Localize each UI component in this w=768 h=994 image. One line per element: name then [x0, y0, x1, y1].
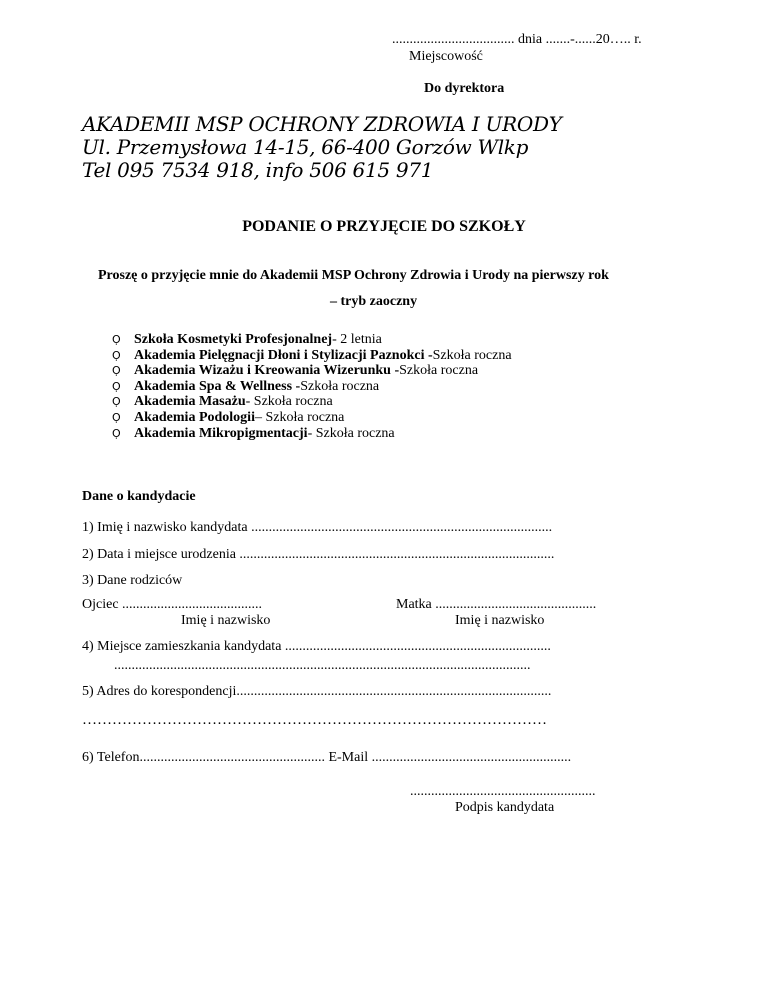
program-detail: - Szkoła roczna — [307, 425, 395, 441]
program-name: Akademia Masażu — [134, 394, 246, 410]
request-mode: – tryb zaoczny — [330, 294, 418, 309]
list-item[interactable] — [112, 379, 512, 395]
father-field[interactable]: Ojciec ........................................ — [82, 597, 263, 612]
residence-field-continuation[interactable]: ....................................................................................................................... — [114, 658, 531, 673]
list-item[interactable] — [112, 363, 512, 379]
program-name: Szkoła Kosmetyki Profesjonalnej — [134, 332, 333, 347]
checkbox-icon[interactable]: Ọ — [112, 410, 121, 424]
place-date-line: ................................... dnia .......-......20….. r. — [392, 32, 642, 47]
program-detail: Szkoła roczna — [399, 363, 479, 379]
program-detail: Szkoła roczna — [432, 347, 512, 363]
father-field-caption: Imię i nazwisko — [181, 613, 271, 628]
list-item[interactable] — [112, 426, 512, 442]
school-name: AKADEMII MSP OCHRONY ZDROWIA I URODY — [82, 112, 562, 136]
program-detail: - Szkoła roczna — [245, 394, 333, 410]
signature-label: Podpis kandydata — [455, 800, 555, 815]
list-item[interactable] — [112, 348, 512, 364]
list-item[interactable] — [112, 410, 512, 426]
school-phone: Tel 095 7534 918, info 506 615 971 — [82, 158, 434, 182]
program-detail: – Szkoła roczna — [254, 409, 345, 425]
program-name: Akademia Wizażu i Kreowania Wizerunku - — [134, 363, 400, 379]
program-name: Akademia Spa & Wellness - — [134, 378, 301, 394]
mailing-address-field[interactable]: 5) Adres do korespondencji.......................................................................................... — [82, 684, 552, 699]
program-options-list — [112, 332, 512, 441]
residence-field[interactable]: 4) Miejsce zamieszkania kandydata ............................................................................ — [82, 639, 551, 654]
checkbox-icon[interactable]: Ọ — [112, 348, 121, 362]
checkbox-icon[interactable]: Ọ — [112, 364, 121, 378]
school-info — [82, 113, 562, 182]
phone-email-field[interactable]: 6) Telefon..................................................... E-Mail ......................................................... — [82, 750, 572, 765]
candidate-name-field[interactable]: 1) Imię i nazwisko kandydata ...................................................................................... — [82, 520, 553, 535]
request-text: Proszę o przyjęcie mnie do Akademii MSP Ochrony Zdrowia i Urody na pierwszy rok — [98, 268, 609, 283]
place-label: Miejscowość — [409, 49, 483, 64]
addressee: Do dyrektora — [424, 81, 505, 96]
birth-date-place-field[interactable]: 2) Data i miejsce urodzenia .......................................................................................... — [82, 547, 555, 562]
checkbox-icon[interactable]: Ọ — [112, 395, 121, 409]
program-name: Akademia Pielęgnacji Dłoni i Stylizacji Paznokci - — [134, 347, 433, 363]
program-detail: Szkoła roczna — [300, 378, 380, 394]
checkbox-icon[interactable]: Ọ — [112, 426, 121, 440]
list-item[interactable] — [112, 394, 512, 410]
checkbox-icon[interactable]: Ọ — [112, 333, 121, 346]
mailing-address-continuation[interactable]: ………………………………………………………………………………… — [82, 712, 547, 728]
document-title: PODANIE O PRZYJĘCIE DO SZKOŁY — [242, 218, 526, 235]
parents-label: 3) Dane rodziców — [82, 573, 183, 588]
list-item[interactable] — [112, 332, 512, 348]
signature-line[interactable]: ..................................................... — [410, 784, 596, 799]
mother-field-caption: Imię i nazwisko — [455, 613, 545, 628]
program-name: Akademia Podologii — [134, 409, 255, 425]
school-address: Ul. Przemysłowa 14-15, 66-400 Gorzów Wlkp — [82, 135, 529, 159]
mother-field[interactable]: Matka .............................................. — [396, 597, 597, 612]
checkbox-icon[interactable]: Ọ — [112, 379, 121, 393]
candidate-section-title: Dane o kandydacie — [82, 489, 196, 504]
program-name: Akademia Mikropigmentacji — [134, 425, 308, 441]
program-detail: - 2 letnia — [332, 332, 382, 347]
